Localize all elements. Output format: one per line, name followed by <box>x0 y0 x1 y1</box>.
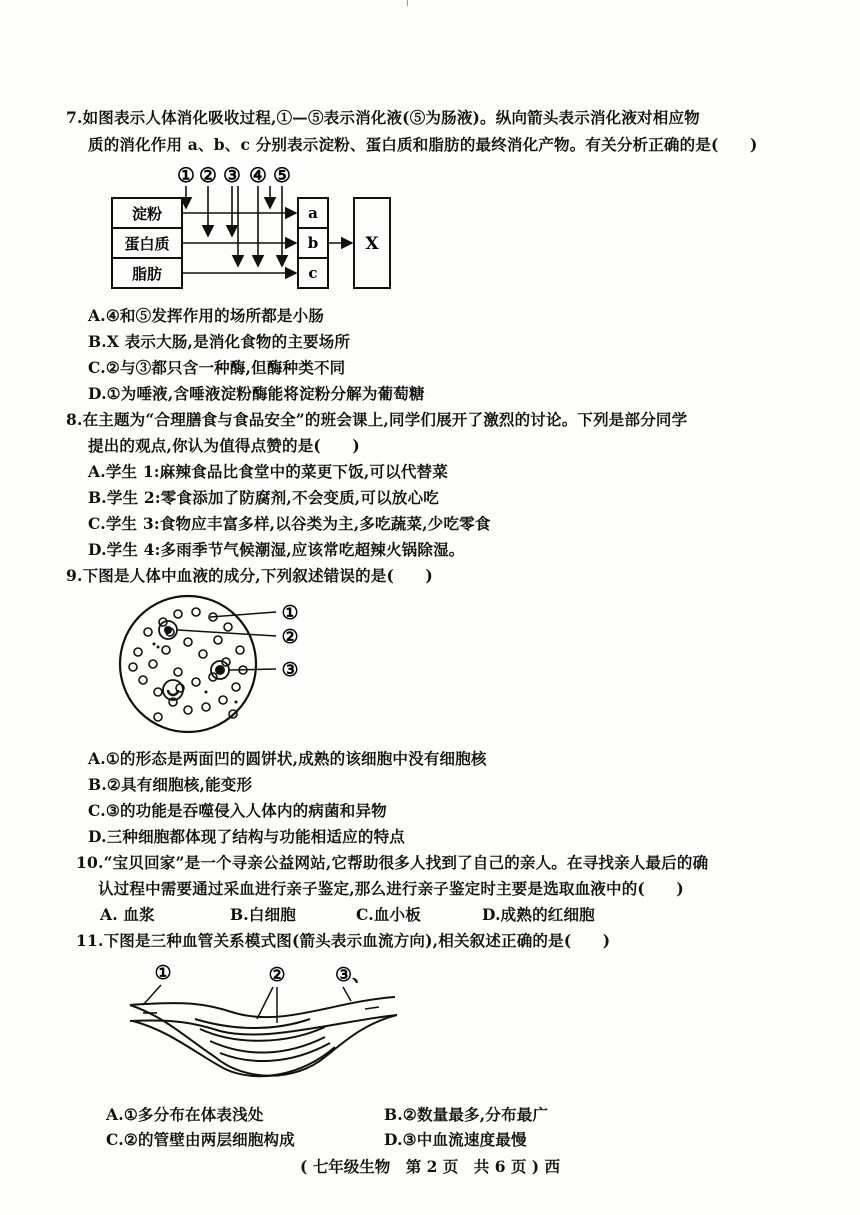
q8-option-a: A.学生 1:麻辣食品比食堂中的菜更下饭,可以代替菜 <box>88 462 448 481</box>
blood-smear-diagram <box>118 592 318 742</box>
vessel-label-3: ③、 <box>335 964 372 986</box>
q8-option-c: C.学生 3:食物应丰富多样,以谷类为主,多吃蔬菜,少吃零食 <box>88 514 491 533</box>
q8-option-d: D.学生 4:多雨季节气候潮湿,应该常吃超辣火锅除湿。 <box>88 540 465 559</box>
q8-stem-line2: 提出的观点,你认为值得点赞的是( ) <box>88 436 360 455</box>
vessel-label-1: ① <box>154 962 172 984</box>
q11-option-c: C.②的管壁由两层细胞构成 <box>106 1130 295 1149</box>
q10-stem-line2: 认过程中需要通过采血进行亲子鉴定,那么进行亲子鉴定时主要是选取血液中的( ) <box>98 879 684 898</box>
product-a: a <box>308 204 318 222</box>
q7-option-b: B.X 表示大肠,是消化食物的主要场所 <box>88 332 351 351</box>
blood-vessel-diagram <box>125 957 405 1092</box>
q11-stem: 11.下图是三种血管关系模式图(箭头表示血流方向),相关叙述正确的是( ) <box>76 931 611 950</box>
page-footer: ( 七年级生物 第 2 页 共 6 页 ) 西 <box>299 1157 560 1176</box>
q10-option-a: A. 血浆 <box>100 905 155 924</box>
q8-stem-line1: 8.在主题为“合理膳食与食品安全”的班会课上,同学们展开了激烈的讨论。下列是部分同学 <box>66 410 688 429</box>
q11-option-b: B.②数量最多,分布最广 <box>384 1105 549 1124</box>
q10-option-b: B.白细胞 <box>230 905 296 924</box>
blood-label-1: ① <box>281 602 299 624</box>
q11-option-d: D.③中血流速度最慢 <box>384 1130 527 1149</box>
q9-option-d: D.三种细胞都体现了结构与功能相适应的特点 <box>88 827 405 846</box>
q7-option-a: A.④和⑤发挥作用的场所都是小肠 <box>88 306 325 325</box>
q7-stem-line2: 质的消化作用 a、b、c 分别表示淀粉、蛋白质和脂肪的最终消化产物。有关分析正确的是( ) <box>88 135 758 154</box>
nutrient-protein: 蛋白质 <box>124 235 170 253</box>
q10-stem-line1: 10.“宝贝回家”是一个寻亲公益网站,它帮助很多人找到了自己的亲人。在寻找亲人最后的确 <box>76 853 709 872</box>
q9-option-b: B.②具有细胞核,能变形 <box>88 775 253 794</box>
q9-option-a: A.①的形态是两面凹的圆饼状,成熟的该细胞中没有细胞核 <box>88 749 487 768</box>
juice-label-5: ⑤ <box>273 163 291 187</box>
q8-option-b: B.学生 2:零食添加了防腐剂,不会变质,可以放心吃 <box>88 488 439 507</box>
organ-x: X <box>365 234 379 254</box>
q9-stem: 9.下图是人体中血液的成分,下列叙述错误的是( ) <box>66 566 433 585</box>
nutrient-starch: 淀粉 <box>131 205 163 223</box>
juice-label-3: ③ <box>223 163 241 187</box>
q7-stem-line1: 7.如图表示人体消化吸收过程,①—⑤表示消化液(⑤为肠液)。纵向箭头表示消化液对相应物 <box>66 108 700 127</box>
nutrient-fat: 脂肪 <box>131 265 163 283</box>
juice-label-2: ② <box>199 163 217 187</box>
product-c: c <box>308 264 318 282</box>
digestion-diagram <box>110 158 410 293</box>
product-b: b <box>307 234 319 252</box>
juice-label-4: ④ <box>249 163 267 187</box>
blood-label-3: ③ <box>281 659 299 681</box>
blood-label-2: ② <box>281 626 299 648</box>
scan-mark <box>407 0 408 6</box>
q10-option-c: C.血小板 <box>356 905 421 924</box>
q9-option-c: C.③的功能是吞噬侵入人体内的病菌和异物 <box>88 801 387 820</box>
q7-option-c: C.②与③都只含一种酶,但酶种类不同 <box>88 358 346 377</box>
q7-option-d: D.①为唾液,含唾液淀粉酶能将淀粉分解为葡萄糖 <box>88 384 425 403</box>
q11-option-a: A.①多分布在体表浅处 <box>106 1105 264 1124</box>
q10-option-d: D.成熟的红细胞 <box>482 905 595 924</box>
vessel-label-2: ② <box>268 964 286 986</box>
juice-label-1: ① <box>177 163 195 187</box>
